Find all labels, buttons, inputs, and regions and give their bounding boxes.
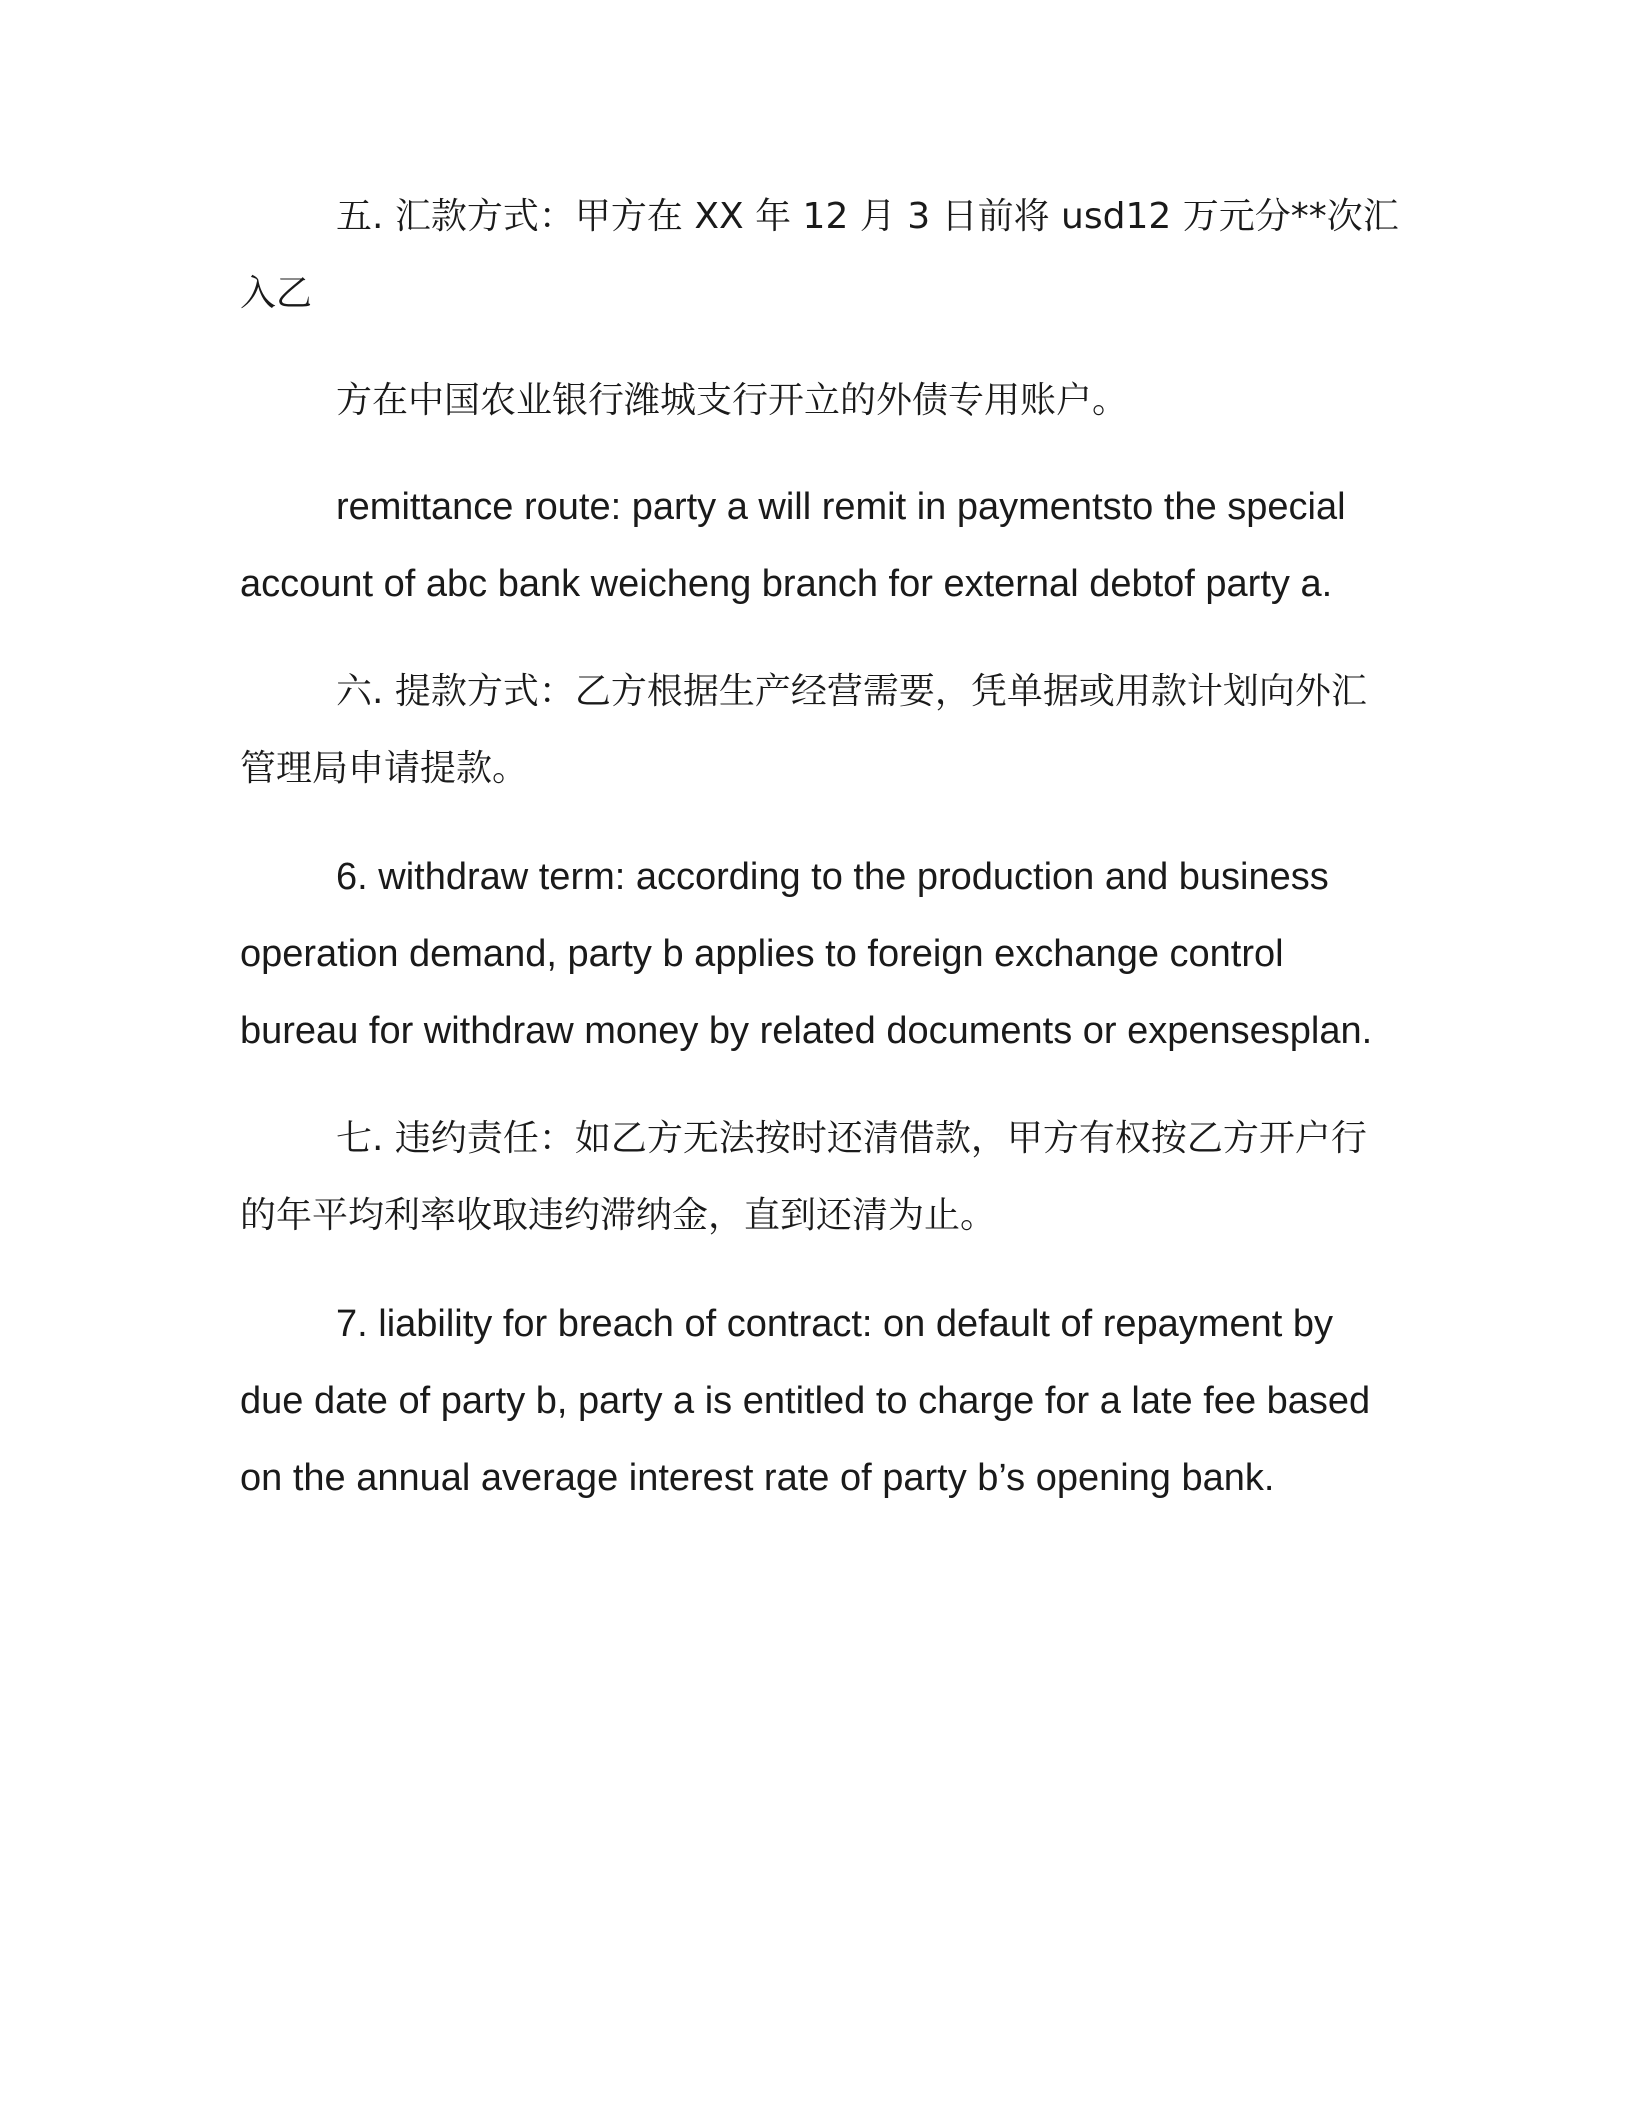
paragraph-withdraw-zh: 六. 提款方式：乙方根据生产经营需要，凭单据或用款计划向外汇管理局申请提款。	[240, 671, 1367, 789]
paragraph-remittance-zh: 五. 汇款方式：甲方在 XX 年 12 月 3 日前将 usd12 万元分**次汇入乙	[240, 196, 1399, 314]
document-body	[240, 178, 1400, 1517]
paragraph-liability-en: 7. liability for breach of contract: on default of repayment by due date of party b, party a is entitled to charge for a late fee based on the annual average interest rate of party b’s opening bank.	[240, 1303, 1371, 1499]
paragraph-withdraw-en: 6. withdraw term: according to the production and business operation demand, party b applies to foreign exchange control bureau for withdraw money by related documents or expensesplan.	[240, 856, 1373, 1052]
paragraph-remittance-zh-continued: 方在中国农业银行潍城支行开立的外债专用账户。	[336, 380, 1129, 421]
paragraph-remittance-en: remittance route: party a will remit in paymentsto the special account of abc bank weicheng branch for external debtof party a.	[240, 486, 1346, 605]
paragraph-liability-zh: 七. 违约责任：如乙方无法按时还清借款，甲方有权按乙方开户行的年平均利率收取违约滞纳金，直到还清为止。	[240, 1118, 1367, 1236]
